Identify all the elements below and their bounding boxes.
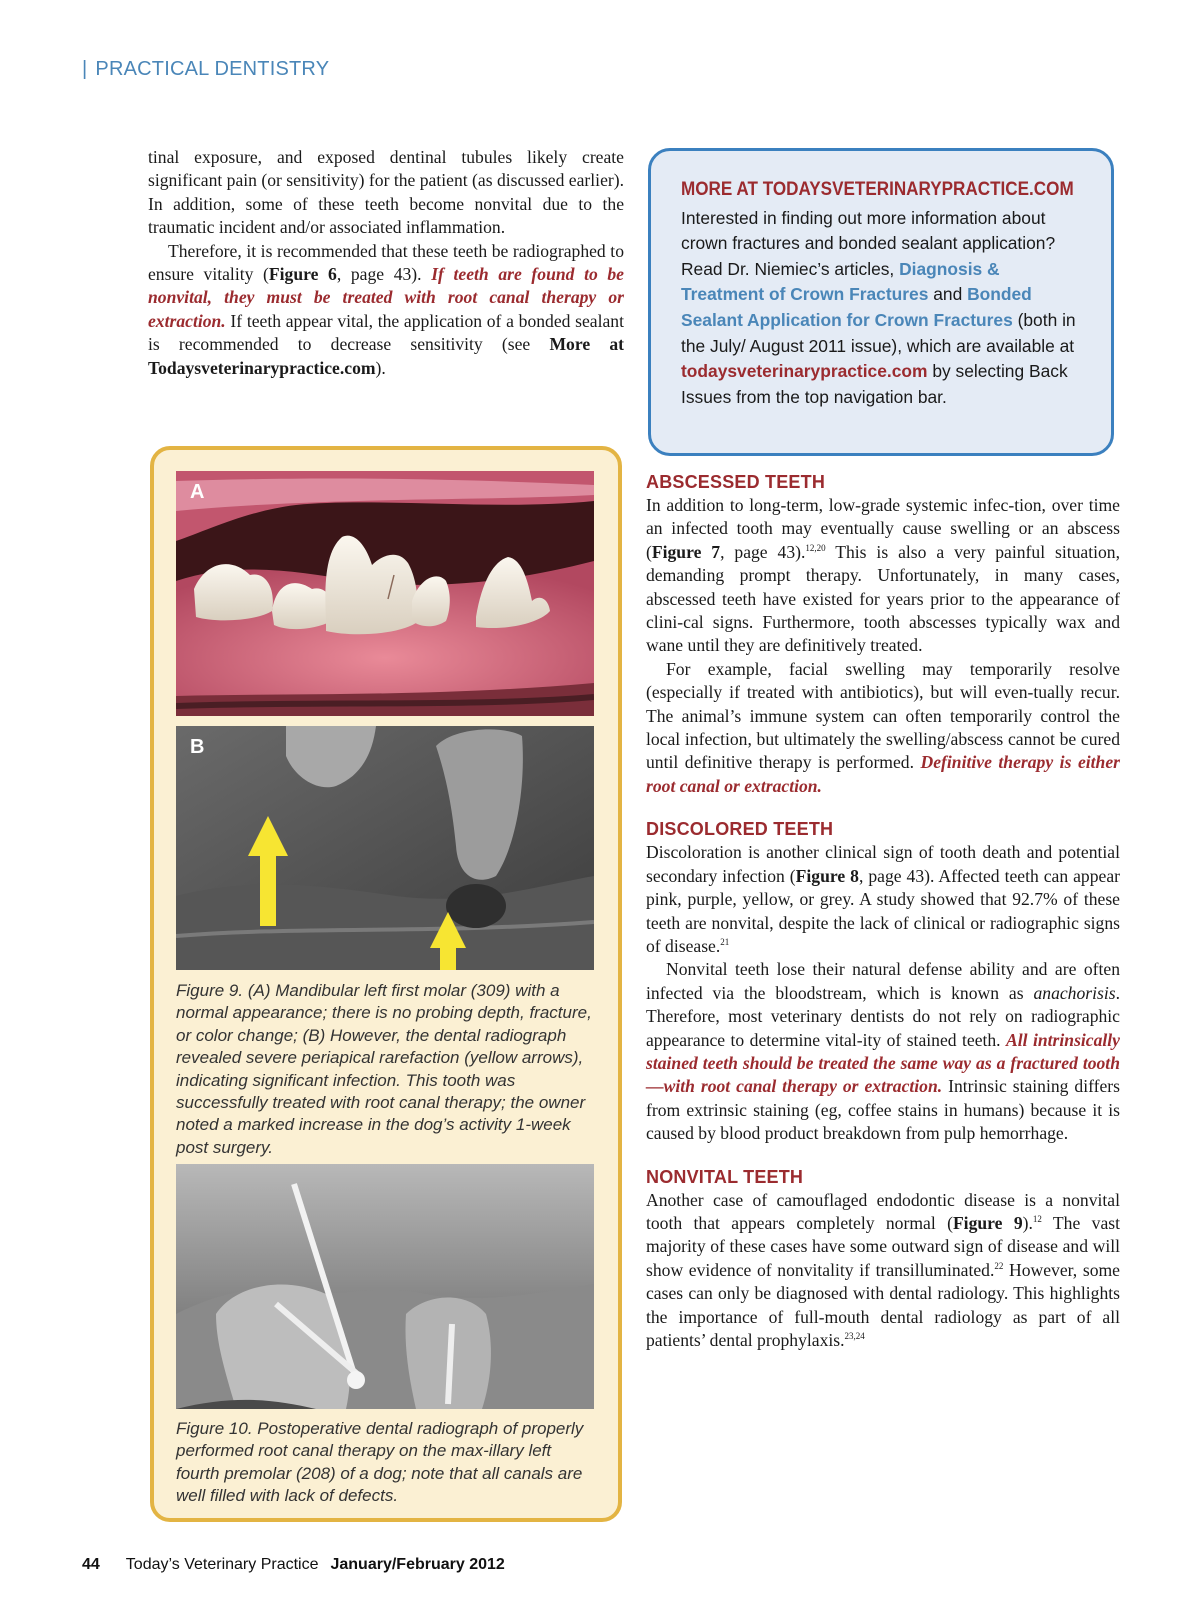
figure-10-label: Figure 10. (176, 1419, 253, 1438)
sidebar-reference[interactable]: More at Todaysveterinarypractice.com (148, 334, 624, 378)
page-footer (82, 1556, 505, 1574)
figure-reference[interactable]: Figure 9 (952, 1212, 1023, 1233)
term: anachorisis (1033, 982, 1116, 1003)
section-heading-nonvital: NONVITAL TEETH (646, 1166, 804, 1187)
figure-reference[interactable]: Figure 7 (651, 541, 721, 562)
paragraph: Discoloration is another clinical sign of tooth death and potential secondary infection (Figure 8, page 43). Affected teeth can appear pink, purple, yellow, or grey. A study showed that 92.7% of these teeth are nonvital, despite the lack of clinical or radiographic signs of disease.$^{21}$ (646, 842, 1120, 956)
figure-10-radiograph (176, 1164, 594, 1409)
publication-name: Today’s Veterinary Practice (125, 1556, 319, 1573)
citation: 22 (994, 1260, 1004, 1271)
section-heading-abscessed: ABSCESSED TEETH (646, 472, 826, 492)
figure-9a-photo (176, 471, 594, 716)
article-link-bonded-sealant[interactable]: Bonded Sealant Application for Crown Fractures (681, 284, 1032, 330)
website-link[interactable]: todaysveterinarypractice.com (681, 361, 928, 382)
root-canal-radiograph-image (176, 1164, 594, 1409)
page-number: 44 (82, 1556, 100, 1573)
paragraph: For example, facial swelling may temporarily resolve (especially if treated with antibiotics), but will even-tually recur. The animal’s immune system can often temporarily control the local infection, but ultimately the swelling/abscess cannot be cured until definitive therapy is performed. Definitive therapy is either root canal or extraction. (646, 658, 1120, 796)
figure-reference[interactable]: Figure 6 (268, 264, 337, 285)
header-divider: | (82, 58, 88, 80)
panel-label-a: A (190, 481, 205, 503)
radiograph-image (176, 726, 594, 970)
sidebar-text: Interested in finding out more information about crown fractures and bonded sealant application? Read Dr. Niemiec’s articles, Diagnosis & Treatment of Crown Fractures and Bonded Sealant Application for Crown Fractures (both in the July/ August 2011 issue), which are available at todaysveterinarypractice.com by selecting Back Issues from the top navigation bar. (681, 207, 1076, 407)
right-column (646, 472, 1120, 1352)
emphasis-text: Definitive therapy is either root canal or extraction. (646, 752, 1120, 796)
paragraph: In addition to long-term, low-grade systemic infec-tion, over time an infected tooth may eventually cause swelling or an abscess (Figure 7, page 43).$^{12,20}$ This is also a very painful situation, demanding prompt therapy. Unfortunately, in many cases, abscessed teeth have existed for years prior to the appearance of clini-cal signs. Furthermore, tooth abscesses typically wax and wane until they are definitively treated. (646, 495, 1120, 656)
more-at-sidebar (648, 148, 1114, 456)
citation: 12 (1032, 1213, 1042, 1224)
sidebar-title: MORE AT TODAYSVETERINARYPRACTICE.COM (681, 179, 1074, 200)
tooth-photo-image (176, 471, 594, 716)
section-heading-discolored: DISCOLORED TEETH (646, 819, 834, 840)
issue-date: January/February 2012 (330, 1556, 505, 1573)
emphasis-text: All intrinsically stained teeth should be treated the same way as a fractured tooth—with root canal therapy or extraction. (646, 1029, 1120, 1097)
paragraph: Nonvital teeth lose their natural defense ability and are often infected via the bloodstream, which is known as anachorisis. Therefore, most veterinary dentists do not rely on radiographic appearance to determine vital-ity of stained teeth. All intrinsically stained teeth should be treated the same way as a fractured tooth—with root canal therapy or extraction. Intrinsic staining differs from extrinsic staining (eg, coffee stains in humans) because it is caused by blood product breakdown from pulp hemorrhage. (646, 959, 1120, 1144)
paragraph: Another case of camouflaged endodontic disease is a nonvital tooth that appears completely normal (Figure 9).$^{12}$ The vast majority of these cases have some outward sign of disease and will show evidence of nonvitality if transilluminated.$^{22}$ However, some cases can only be diagnosed with dental radiology. This highlights the importance of full-mouth dental radiology as part of all patients’ dental prophylaxis.$^{23,24}$ (646, 1189, 1120, 1350)
article-link-crown-fractures[interactable]: Diagnosis & Treatment of Crown Fractures (681, 258, 1000, 305)
section-name: PRACTICAL DENTISTRY (95, 58, 330, 80)
running-head (82, 58, 329, 81)
figure-reference[interactable]: Figure 8 (795, 865, 859, 886)
paragraph: tinal exposure, and exposed dentinal tubules likely create significant pain (or sensitivity) for the patient (as discussed earlier). In addition, some of these teeth become nonvital due to the traumatic incident and/or associated inflammation. (148, 147, 624, 238)
citation: 23,24 (844, 1331, 865, 1341)
figure-9-label: Figure 9. (176, 981, 244, 1000)
paragraph: Therefore, it is recommended that these teeth be radiographed to ensure vitality (Figure 6, page 43). If teeth are found to be nonvital, they must be treated with root canal therapy or extraction. If teeth appear vital, the application of a bonded sealant is recommended to decrease sensitivity (see More at Todaysveterinarypractice.com). (148, 240, 624, 378)
panel-label-b: B (190, 736, 205, 758)
figure-9b-radiograph (176, 726, 594, 970)
figure-10-caption: Figure 10. Postoperative dental radiograph of properly performed root canal therapy on the max-illary left fourth premolar (208) of a dog; note that all canals are well filled with lack of defects. (176, 1419, 584, 1506)
citation: 21 (720, 936, 730, 947)
left-column (148, 146, 624, 380)
figure-9-caption: Figure 9. (A) Mandibular left first molar (309) with a normal appearance; there is no probing depth, fracture, or color change; (B) However, the dental radiograph revealed severe periapical rarefaction (yellow arrows), indicating significant infection. This tooth was successfully treated with root canal therapy; the owner noted a marked increase in the dog’s activity 1-week post surgery. (176, 981, 592, 1157)
citation: 12,20 (805, 542, 826, 553)
emphasis-text: If teeth are found to be nonvital, they must be treated with root canal therapy or extraction. (148, 264, 624, 331)
